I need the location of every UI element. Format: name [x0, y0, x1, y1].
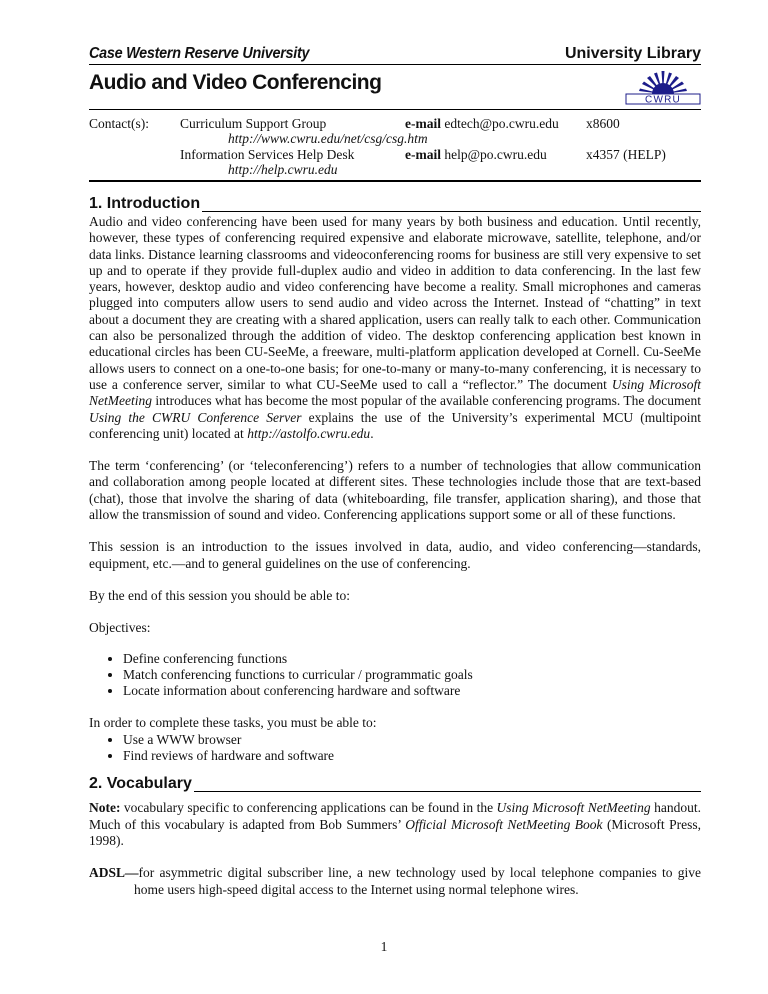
document-title: Audio and Video Conferencing	[89, 71, 382, 94]
vocab-definition: for asymmetric digital subscriber line, a new technology used by local telephone companies to give home users high-speed digital access to the Internet using normal telephone wires.	[134, 865, 701, 897]
objectives-list	[89, 651, 701, 700]
note-label: Note:	[89, 800, 121, 816]
section-title: 2. Vocabulary	[89, 775, 192, 793]
prereq-list	[89, 732, 701, 765]
contact-group: Information Services Help Desk	[180, 147, 355, 162]
contact-url[interactable]: http://www.cwru.edu/net/csg/csg.htm	[228, 131, 428, 146]
doc-reference: Using Microsoft NetMeeting	[89, 376, 701, 409]
email-address[interactable]: help@po.cwru.edu	[444, 147, 547, 162]
section-heading-introduction	[89, 192, 701, 214]
intro-paragraph-2: The term ‘conferencing’ (or ‘teleconferencing’) refers to a number of technologies that allow communication and collaboration among people located at different sites. These technologies include those that are text-based (chat), those that involve the sharing of data (whiteboarding, file transfer, application sharing), and those that allow the transmission of sound and video. Conferencing applications support some or all of these functions.	[89, 458, 701, 523]
list-item: • Match conferencing functions to curricular / programmatic goals	[123, 667, 701, 683]
email-address[interactable]: edtech@po.cwru.edu	[444, 116, 559, 131]
section-heading-vocabulary	[89, 772, 701, 794]
university-name: Case Western Reserve University	[89, 45, 310, 62]
intro-paragraph-3: This session is an introduction to the issues involved in data, audio, and video conferencing—standards, equipment, etc.—and to general guidelines on the use of conferencing.	[89, 539, 701, 571]
email-label: e-mail	[405, 147, 441, 162]
contact-email[interactable]	[405, 116, 559, 132]
contacts-block	[89, 109, 701, 182]
document-page	[89, 38, 701, 898]
contact-extension: x8600	[586, 116, 620, 131]
section-rule	[194, 791, 701, 792]
doc-reference: Using Microsoft NetMeeting	[496, 800, 651, 816]
title-row	[89, 65, 701, 109]
intro-paragraph-4: By the end of this session you should be able to:	[89, 587, 350, 603]
book-reference: Official Microsoft NetMeeting Book	[405, 816, 603, 832]
vocab-entry-adsl	[89, 865, 701, 898]
contact-email[interactable]	[405, 147, 547, 163]
list-item: • Find reviews of hardware and software	[123, 748, 701, 764]
list-item: • Define conferencing functions	[123, 651, 701, 667]
prereq-label: In order to complete these tasks, you must be able to:	[89, 715, 377, 731]
doc-reference: Using the CWRU Conference Server	[89, 409, 302, 425]
list-item: • Use a WWW browser	[123, 732, 701, 748]
mcu-url[interactable]: http://astolfo.cwru.edu	[247, 425, 371, 441]
contact-group: Curriculum Support Group	[180, 116, 327, 131]
cwru-logo-icon	[625, 69, 701, 105]
logo-text: CWRU	[645, 94, 681, 105]
objectives-label: Objectives:	[89, 620, 151, 636]
email-label: e-mail	[405, 116, 441, 131]
contact-url[interactable]: http://help.cwru.edu	[228, 162, 338, 177]
vocab-note: Note: vocabulary specific to conferencing applications can be found in the Using Microsoft NetMeeting handout. Much of this vocabulary is adapted from Bob Summers’ Official Microsoft NetMeeting Book (Microsoft Press, 1998).	[89, 800, 702, 848]
page-number: 1	[380, 939, 388, 954]
intro-paragraph-1: Audio and video conferencing have been used for many years by both business and education. Until recently, however, these types of conferencing required expensive and elaborate microwave, satellite, telephone, and/or data links. Distance learning classrooms and videoconferencing rooms for business are still very expensive to set up and to operate if they provide full-duplex audio and video in addition to data conferencing. In the last few years, however, desktop audio and video conferencing have become a reality. Small microphones and cameras plugged into computers allow users to send audio and video across the Internet. Instead of “chatting” in text about a document they are creating with a shared application, users can really talk to each other. Communication can also be personalized through the addition of video. The desktop conferencing application best known in educational circles has been CU-SeeMe, a freeware, multi-platform application developed at Cornell. Cu-SeeMe allows users to connect on a one-to-one basis; for one-to-many or many-to-many conferencing, it is necessary to use a conference server, similar to what CU-SeeMe used to call a “reflector.” The document Using Microsoft NetMeeting introduces what has become the most popular of the available conferencing programs. The document Using the CWRU Conference Server explains the use of the University’s experimental MCU (multipoint conferencing unit) located at http://astolfo.cwru.edu.	[89, 214, 702, 441]
library-name: University Library	[564, 45, 701, 62]
vocab-term: ADSL—	[89, 865, 139, 881]
list-item: • Locate information about conferencing hardware and software	[123, 683, 701, 699]
section-title: 1. Introduction	[89, 195, 201, 212]
page-header	[89, 38, 701, 65]
contact-extension: x4357 (HELP)	[586, 147, 666, 162]
contacts-label: Contact(s):	[89, 116, 149, 131]
section-rule	[202, 211, 701, 212]
